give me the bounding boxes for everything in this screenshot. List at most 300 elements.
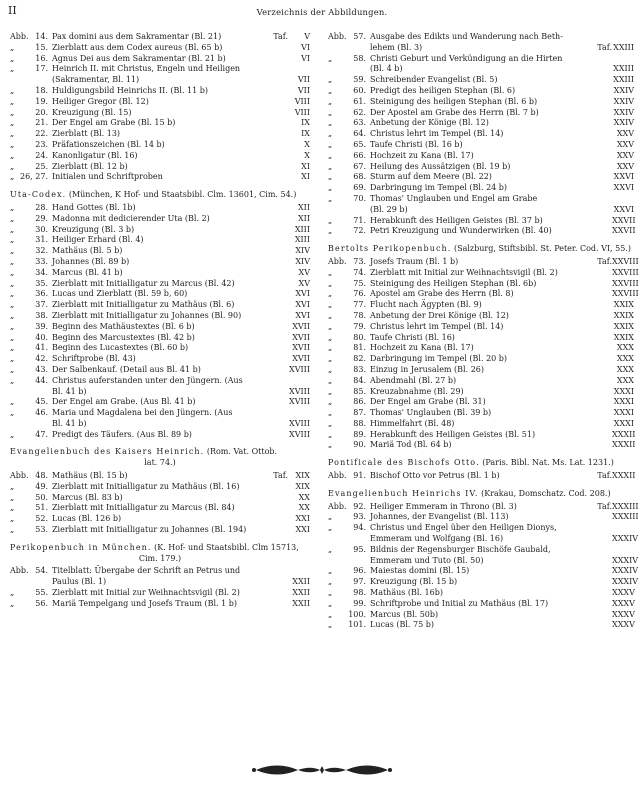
abbildung-prefix: „ [328, 343, 333, 353]
abbildung-prefix: „ [10, 397, 15, 407]
section-source: (Krakau, Domschatz. Cod. 208.) [481, 488, 611, 498]
plate-number: XIV [295, 246, 310, 256]
abbildung-prefix: „ [10, 235, 15, 245]
abbildung-prefix: „ [328, 332, 333, 342]
abbildung-prefix: „ [10, 139, 15, 149]
figure-title: Zierblatt mit Initialligatur zu Mathäus (Bl. 6) [52, 300, 235, 310]
abbildung-prefix: „ [328, 226, 333, 236]
plate-number: XVII [292, 321, 310, 331]
list-item [328, 471, 634, 482]
list-item [10, 129, 310, 140]
list-item [10, 108, 310, 119]
plate-number: XXX [616, 354, 634, 364]
figure-number: 46. [35, 408, 48, 418]
plate-number: XXVIII [612, 289, 639, 299]
figure-title: Zierblatt mit Initialligatur zu Johannes (Bl. 194) [52, 525, 247, 535]
figure-title: Thomas' Unglauben und Engel am Grabe [370, 193, 538, 203]
figure-number: 26, 27. [20, 172, 48, 182]
section-label: Evangelienbuch des Kaisers Heinrich. [10, 447, 205, 457]
list-item [328, 354, 634, 365]
plate-number: XXII [292, 577, 310, 587]
left-column [10, 32, 310, 610]
list-item [328, 54, 634, 76]
figure-title: Beginn des Mathäustextes (Bl. 6 b) [52, 321, 195, 331]
figure-number: 67. [353, 161, 366, 171]
figure-number: 61. [353, 96, 366, 106]
figure-title: Anbetung der Drei Könige (Bl. 12) [370, 310, 509, 320]
plate-number: XVII [292, 343, 310, 353]
abbildung-prefix: Abb. [328, 501, 347, 511]
figure-number: 59. [353, 75, 366, 85]
figure-title: Titelblatt: Übergabe der Schrift an Petrus und [52, 566, 241, 576]
plate-number: XXXI [613, 418, 634, 428]
figure-title: Himmelfahrt (Bl. 48) [370, 418, 455, 428]
list-item [10, 225, 310, 236]
list-item [328, 311, 634, 322]
figure-number: 87. [353, 408, 366, 418]
entry-list [10, 471, 310, 536]
figure-number: 91. [353, 471, 366, 481]
list-item [10, 32, 310, 43]
list-item [10, 54, 310, 65]
list-item [10, 376, 310, 398]
figure-number: 68. [353, 172, 366, 182]
figure-number: 42. [35, 354, 48, 364]
abbildung-prefix: „ [10, 64, 15, 74]
list-item [10, 333, 310, 344]
entry-list [10, 32, 310, 183]
figure-title: Kreuzigung (Bl. 15 b) [370, 577, 458, 587]
plate-number: XXXV [612, 588, 635, 598]
list-item [328, 440, 634, 451]
figure-number: 79. [353, 321, 366, 331]
list-item [328, 610, 634, 621]
figure-number: 14. [35, 32, 48, 41]
figure-title-continued: Emmeram und Wolfgang (Bl. 16) [370, 534, 504, 544]
figure-title: Herabkunft des Heiligen Geistes (Bl. 51) [370, 429, 536, 439]
section-source: (Salzburg, Stiftsbibl. St. Peter. Cod. VI, 55.) [454, 244, 631, 254]
list-item [10, 86, 310, 97]
figure-title: Mathäus (Bl. 5 b) [52, 246, 123, 256]
list-item [328, 300, 634, 311]
plate-number: XXXIII [612, 501, 639, 511]
abbildung-prefix: „ [10, 481, 15, 491]
plate-number: XXVII [612, 215, 636, 225]
plate-number: XXXV [612, 598, 635, 608]
abbildung-prefix: „ [328, 397, 333, 407]
list-item [10, 408, 310, 430]
figure-title: Kreuzigung (Bl. 3 b) [52, 224, 135, 234]
abbildung-prefix: „ [10, 321, 15, 331]
figure-number: 45. [35, 397, 48, 407]
abbildung-prefix: „ [10, 408, 15, 418]
plate-number: XVIII [289, 386, 310, 396]
figure-title: Abendmahl (Bl. 27 b) [370, 375, 457, 385]
entry-list [328, 256, 639, 451]
list-item [328, 365, 634, 376]
abbildung-prefix: Abb. [10, 471, 29, 481]
figure-title: Heilung des Aussätzigen (Bl. 19 b) [370, 161, 511, 171]
figure-number: 74. [353, 267, 366, 277]
figure-title: Lucas (Bl. 126 b) [52, 514, 122, 524]
plate-number: XXXI [613, 408, 634, 418]
list-item [328, 75, 634, 86]
list-item [328, 501, 639, 513]
entry-list [10, 566, 310, 609]
abbildung-prefix: „ [328, 300, 333, 310]
figure-title: Kanonligatur (Bl. 16) [52, 150, 138, 160]
tafel-label: Taf. [273, 471, 288, 481]
list-item [10, 203, 310, 214]
figure-title: Zierblatt mit Initial zur Weihnachtsvigil (Bl. 2) [52, 588, 240, 598]
figure-number: 20. [35, 107, 48, 117]
plate-number: XIII [294, 224, 310, 234]
section-heading-evangelienbuch-heinrich [10, 447, 310, 469]
abbildung-prefix: „ [10, 53, 15, 63]
figure-number: 31. [35, 235, 48, 245]
plate-number: XXVIII [612, 256, 639, 266]
figure-title: Initialen und Schriftproben [52, 172, 163, 182]
figure-title: Präfationszeichen (Bl. 14 b) [52, 139, 165, 149]
abbildung-prefix: „ [328, 75, 333, 85]
figure-number: 21. [35, 118, 48, 128]
plate-number: XII [297, 213, 310, 223]
figure-number: 99. [353, 598, 366, 608]
plate-number: XX [298, 492, 310, 502]
plate-number: XXIV [613, 85, 634, 95]
list-item [328, 544, 639, 567]
figure-title: Hochzeit zu Kana (Bl. 17) [370, 150, 474, 160]
entry-list [328, 471, 634, 482]
abbildung-prefix: „ [10, 375, 15, 385]
abbildung-prefix: „ [328, 267, 333, 277]
figure-number: 17. [35, 64, 48, 74]
plate-number: XVII [292, 354, 310, 364]
list-item [328, 216, 634, 227]
figure-title: Der Engel am Grabe (Bl. 15 b) [52, 118, 176, 128]
plate-number: VI [301, 42, 310, 52]
abbildung-prefix: „ [10, 172, 15, 182]
figure-title: Maria und Magdalena bei den Jüngern. (Aus [52, 408, 233, 418]
plate-number: IX [301, 118, 310, 128]
plate-number: XXV [616, 139, 634, 149]
figure-number: 71. [353, 215, 366, 225]
figure-number: 81. [353, 343, 366, 353]
plate-number: XI [301, 161, 310, 171]
list-item [328, 129, 634, 140]
figure-title: Taufe Christi (Bl. 16) [370, 332, 455, 342]
plate-number: XXVII [612, 226, 636, 236]
section-label: Evangelienbuch Heinrichs IV. [328, 488, 479, 498]
figure-title: Hochzeit zu Kana (Bl. 17) [370, 343, 474, 353]
section-label: Perikopenbuch in München. [10, 542, 152, 552]
abbildung-prefix: „ [328, 566, 333, 576]
list-item [10, 300, 310, 311]
section-heading-pontificale-otto [328, 458, 634, 469]
abbildung-prefix: „ [328, 85, 333, 95]
abbildung-prefix: „ [328, 118, 333, 128]
figure-number: 60. [353, 85, 366, 95]
figure-title: Zierblatt aus dem Codex aureus (Bl. 65 b) [52, 42, 223, 52]
tafel-label: Taf. [597, 501, 612, 511]
figure-title: Johannes, der Evangelist (Bl. 113) [370, 512, 509, 522]
abbildung-prefix: „ [328, 321, 333, 331]
plate-number: XXXIV [612, 566, 639, 576]
entry-list [10, 203, 310, 441]
list-item [328, 620, 634, 631]
plate-number: VII [297, 85, 310, 95]
plate-number: XXV [616, 161, 634, 171]
plate-number: XXIX [613, 310, 634, 320]
figure-title: Christi Geburt und Verkündigung an die Hirten [370, 53, 563, 63]
figure-number: 101. [348, 620, 366, 630]
abbildung-prefix: „ [328, 289, 333, 299]
figure-number: 78. [353, 310, 366, 320]
figure-number: 66. [353, 150, 366, 160]
figure-number: 57. [353, 32, 366, 41]
list-item [328, 140, 634, 151]
plate-number: XXXII [612, 440, 636, 450]
figure-number: 84. [353, 375, 366, 385]
figure-number: 56. [35, 598, 48, 608]
plate-number: XVIII [289, 397, 310, 407]
figure-number: 35. [35, 278, 48, 288]
figure-title: Taufe Christi (Bl. 16 b) [370, 139, 463, 149]
abbildung-prefix: „ [10, 588, 15, 598]
plate-number: XXIII [613, 64, 634, 74]
list-item [10, 566, 310, 588]
section-source: (Rom. Vat. Ottob. [206, 447, 278, 457]
figure-title: Huldigungsbild Heinrichs II. (Bl. 11 b) [52, 85, 209, 95]
figure-title: Schreibender Evangelist (Bl. 5) [370, 75, 498, 85]
figure-number: 55. [35, 588, 48, 598]
plate-number: XXXV [612, 620, 635, 630]
figure-title: Beginn des Marcustextes (Bl. 42 b) [52, 332, 195, 342]
figure-number: 97. [353, 577, 366, 587]
list-item [10, 279, 310, 290]
plate-number: XXVI [613, 204, 634, 214]
abbildung-prefix: Abb. [328, 256, 347, 266]
list-item [10, 118, 310, 129]
figure-number: 88. [353, 418, 366, 428]
list-item [328, 256, 639, 268]
abbildung-prefix: „ [328, 408, 333, 418]
figure-number: 96. [353, 566, 366, 576]
plate-number: XXV [616, 129, 634, 139]
figure-title: Bildnis der Regensburger Bischöfe Gaubald, [370, 544, 551, 554]
figure-title: Predigt des Täufers. (Aus Bl. 89 b) [52, 429, 192, 439]
list-item [328, 194, 634, 216]
list-item [10, 525, 310, 536]
list-item [328, 408, 634, 419]
plate-number: XXVI [613, 172, 634, 182]
abbildung-prefix: „ [10, 96, 15, 106]
figure-title: Christus auferstanden unter den Jüngern. (Aus [52, 375, 243, 385]
list-item [328, 118, 634, 129]
abbildung-prefix: Abb. [10, 566, 29, 576]
figure-number: 77. [353, 300, 366, 310]
abbildung-prefix: „ [328, 512, 333, 522]
abbildung-prefix: „ [10, 118, 15, 128]
section-source: (München, K Hof- und Staatsbibl. Clm. 13601, Cim. 54.) [68, 190, 297, 200]
figure-number: 48. [35, 471, 48, 481]
plate-number: XVII [292, 332, 310, 342]
abbildung-prefix: „ [328, 129, 333, 139]
abbildung-prefix: „ [328, 193, 333, 203]
figure-number: 16. [35, 53, 48, 63]
plate-number: XIX [295, 481, 310, 491]
abbildung-prefix: „ [328, 215, 333, 225]
plate-number: XXXIII [612, 512, 639, 522]
figure-title: Kreuzigung (Bl. 15) [52, 107, 132, 117]
abbildung-prefix: „ [328, 418, 333, 428]
plate-number: XXII [292, 598, 310, 608]
figure-title: Zierblatt mit Initialligatur zu Johannes (Bl. 90) [52, 310, 242, 320]
figure-title: Zierblatt mit Initial zur Weihnachtsvigil (Bl. 2) [370, 267, 558, 277]
plate-number: V [304, 32, 310, 41]
figure-title: Der Salbenkauf. (Detail aus Bl. 41 b) [52, 364, 201, 374]
abbildung-prefix: „ [328, 53, 333, 63]
figure-number: 94. [353, 523, 366, 533]
figure-number: 44. [35, 375, 48, 385]
figure-title: Der Apostel am Grabe des Herrn (Bl. 7 b) [370, 107, 539, 117]
abbildung-prefix: „ [10, 213, 15, 223]
list-item [10, 43, 310, 54]
abbildung-prefix: „ [10, 525, 15, 535]
plate-number: XV [298, 267, 310, 277]
plate-number: XXI [295, 514, 310, 524]
figure-number: 50. [35, 492, 48, 502]
figure-title: Heiliger Gregor (Bl. 12) [52, 96, 149, 106]
abbildung-prefix: „ [328, 609, 333, 619]
figure-title: Mathäus (Bl. 15 b) [52, 471, 128, 481]
plate-number: XV [298, 278, 310, 288]
list-item [328, 172, 634, 183]
figure-number: 24. [35, 150, 48, 160]
figure-title: Christus lehrt im Tempel (Bl. 14) [370, 129, 504, 139]
abbildung-prefix: „ [10, 343, 15, 353]
figure-number: 28. [35, 202, 48, 212]
abbildung-prefix: „ [328, 139, 333, 149]
plate-number: XXIV [613, 118, 634, 128]
plate-number: XXX [616, 364, 634, 374]
figure-title: Christus und Engel über den Heiligen Dionys, [370, 523, 557, 533]
list-item [10, 162, 310, 173]
plate-number: XXVIII [612, 267, 639, 277]
figure-number: 29. [35, 213, 48, 223]
list-item [10, 64, 310, 86]
plate-number: XIX [295, 471, 310, 481]
abbildung-prefix: „ [10, 85, 15, 95]
figure-number: 63. [353, 118, 366, 128]
figure-title: Einzug in Jerusalem (Bl. 26) [370, 364, 484, 374]
plate-number: XIV [295, 256, 310, 266]
plate-number: XXIX [613, 332, 634, 342]
abbildung-prefix: „ [10, 161, 15, 171]
abbildung-prefix: „ [10, 256, 15, 266]
plate-number: XXXIV [612, 577, 639, 587]
figure-number: 47. [35, 429, 48, 439]
abbildung-prefix: „ [10, 150, 15, 160]
plate-number: XXIII [613, 42, 634, 52]
list-item [328, 588, 634, 599]
abbildung-prefix: „ [10, 492, 15, 502]
section-label: Pontificale des Bischofs Otto. [328, 458, 480, 468]
abbildung-prefix: Abb. [10, 32, 29, 41]
figure-number: 25. [35, 161, 48, 171]
abbildung-prefix: „ [10, 129, 15, 139]
figure-number: 85. [353, 386, 366, 396]
figure-title: Bischof Otto vor Petrus (Bl. 1 b) [370, 471, 500, 481]
figure-title: Johannes (Bl. 89 b) [52, 256, 130, 266]
decorative-ornament [250, 762, 394, 778]
plate-number: XXI [295, 525, 310, 535]
abbildung-prefix: „ [328, 172, 333, 182]
list-item [328, 289, 639, 300]
abbildung-prefix: „ [328, 429, 333, 439]
list-item [328, 86, 634, 97]
figure-title-continued: (Bl. 29 b) [370, 204, 408, 214]
abbildung-prefix: „ [328, 278, 333, 288]
figure-title: Thomas' Unglauben (Bl. 39 b) [370, 408, 492, 418]
plate-number: XXXIV [612, 555, 639, 565]
abbildung-prefix: „ [10, 598, 15, 608]
plate-number: XXXI [613, 397, 634, 407]
figure-number: 89. [353, 429, 366, 439]
figure-number: 43. [35, 364, 48, 374]
list-item [10, 322, 310, 333]
abbildung-prefix: „ [10, 364, 15, 374]
figure-title: Schriftprobe (Bl. 43) [52, 354, 136, 364]
plate-number: XI [301, 172, 310, 182]
figure-title-continued: Bl. 41 b) [52, 418, 87, 428]
section-heading-perikopenbuch-muenchen [10, 543, 310, 565]
abbildung-prefix: „ [328, 375, 333, 385]
plate-number: XXXI [613, 386, 634, 396]
figure-number: 22. [35, 129, 48, 139]
figure-number: 83. [353, 364, 366, 374]
section-label: Bertolts Perikopenbuch. [328, 244, 452, 254]
figure-number: 54. [35, 566, 48, 576]
abbildung-prefix: „ [10, 514, 15, 524]
list-item [10, 514, 310, 525]
abbildung-prefix: „ [328, 523, 333, 533]
abbildung-prefix: „ [10, 267, 15, 277]
figure-number: 65. [353, 139, 366, 149]
list-item [328, 226, 634, 237]
figure-title: Pax domini aus dem Sakramentar (Bl. 21) [52, 32, 222, 41]
plate-number: X [304, 150, 310, 160]
figure-title: Anbetung der Könige (Bl. 12) [370, 118, 489, 128]
list-item [10, 482, 310, 493]
figure-title: Hand Gottes (Bl. 1b) [52, 202, 136, 212]
abbildung-prefix: „ [328, 183, 333, 193]
figure-title-continued: Paulus (Bl. 1) [52, 577, 107, 587]
plate-number: XXXII [612, 429, 636, 439]
list-item [10, 246, 310, 257]
figure-title: Agnus Dei aus dem Sakramentar (Bl. 21 b) [52, 53, 226, 63]
figure-title: Flucht nach Ägypten (Bl. 9) [370, 300, 482, 310]
abbildung-prefix: „ [328, 354, 333, 364]
figure-number: 40. [35, 332, 48, 342]
figure-title: Marcus (Bl. 83 b) [52, 492, 123, 502]
abbildung-prefix: „ [328, 96, 333, 106]
plate-number: XX [298, 503, 310, 513]
figure-number: 69. [353, 183, 366, 193]
plate-number: VIII [294, 107, 310, 117]
plate-number: VIII [294, 96, 310, 106]
figure-title: Mathäus (Bl. 16b) [370, 588, 443, 598]
